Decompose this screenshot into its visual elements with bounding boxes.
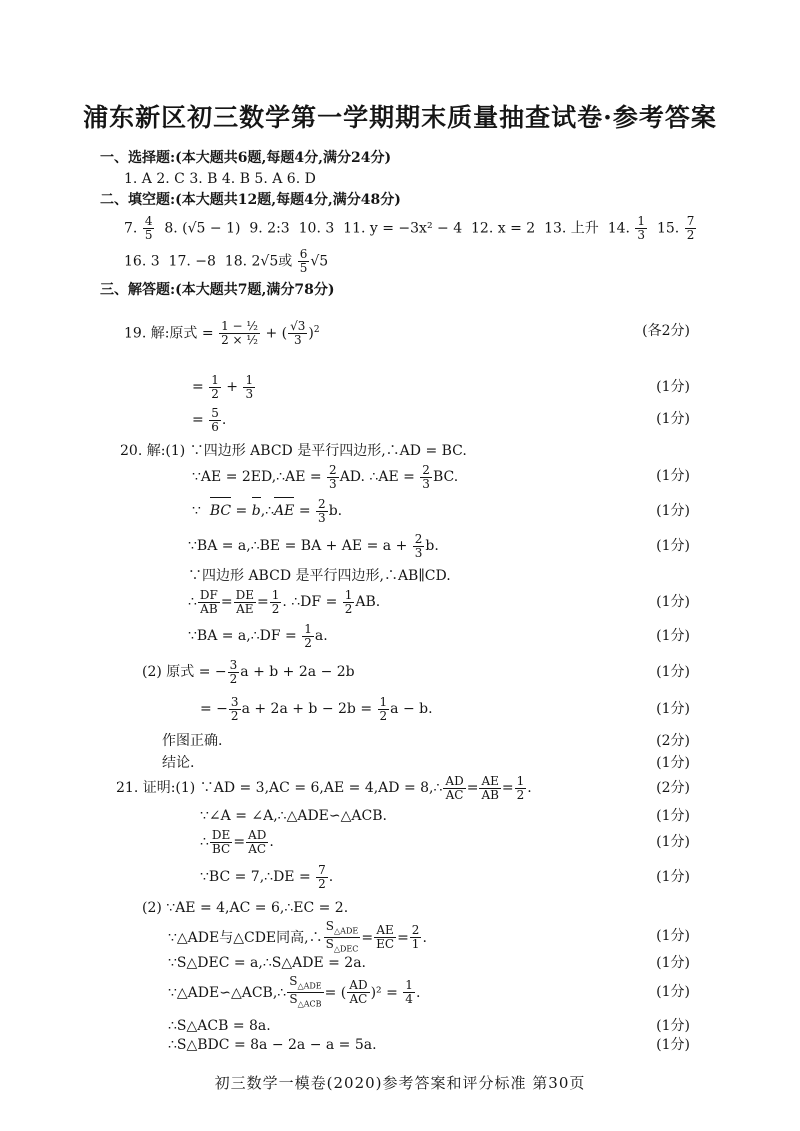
section-solution-heading: 三、解答题:(本大题共7题,满分78分)	[100, 282, 335, 298]
fraction: $\frac{1}{4}$	[405, 978, 413, 1007]
fraction: $\frac{AD}{AC}$	[248, 827, 267, 856]
q21-text: =	[233, 834, 246, 850]
q20-text: = −	[200, 701, 228, 717]
q19-line-2: = $\frac{1}{2}$ + $\frac{1}{3}$	[192, 372, 254, 401]
q21-text: .	[328, 869, 334, 885]
q20-text: =	[235, 503, 248, 519]
q19-score-2: (1分)	[656, 379, 690, 395]
q21-part2-line-5: ∴S△ACB = 8a.	[168, 1018, 271, 1034]
q20-drawing: 作图正确.	[162, 733, 223, 749]
q21-line-2: ∵∠A = ∠A,∴△ADE∽△ACB.	[200, 808, 387, 824]
q21-text: =	[397, 929, 409, 946]
q20-part2-line-1	[142, 657, 355, 687]
vector-ae: AE	[274, 496, 294, 526]
fraction: $\frac{DF}{AB}$	[199, 587, 218, 616]
q20-text: ∵四边形 ABCD 是平行四边形,∴AD = BC.	[189, 443, 467, 459]
fraction: $\frac{1}{2}$	[379, 694, 388, 723]
q21-part2-line-3: ∵S△DEC = a,∴S△ADE = 2a.	[168, 955, 367, 971]
fraction: $\frac{7}{2}$	[686, 214, 695, 242]
q21-text: =	[466, 780, 479, 796]
q21-text: ∵△ADE∽△ACB,∴	[168, 984, 287, 1001]
fraction: $\frac{2}{3}$	[414, 531, 423, 560]
fraction: $\frac{1}{2}$	[304, 621, 312, 650]
q19-score-1: (各2分)	[642, 323, 690, 339]
q20-text: (2) 原式 = −	[142, 664, 227, 680]
fraction: $\frac{AD}{AC}$	[349, 978, 368, 1007]
page-footer: 初三数学一模卷(2020)参考答案和评分标准 第30页	[214, 1074, 586, 1092]
q21-text: ∵△ADE与△CDE同高,∴	[168, 929, 323, 946]
q20-text: ∴	[188, 594, 197, 610]
fraction: $\frac{4}{5}$	[144, 214, 153, 242]
q21-score: (1分)	[656, 984, 690, 1000]
fraction: $\frac{1}{2}$	[211, 372, 219, 401]
fill-q11: 11. y = −3x² − 4	[343, 220, 463, 237]
fraction: $\frac{√3}{3}$	[290, 319, 306, 348]
q21-score: (2分)	[656, 780, 690, 796]
fraction: $\frac{2}{3}$	[318, 496, 326, 525]
q21-text: .	[422, 929, 427, 946]
q20-line-5: ∵四边形 ABCD 是平行四边形,∴AB∥CD.	[188, 568, 451, 584]
q21-text: =	[501, 780, 514, 796]
fraction: $\frac{S_{\triangle ADE}}{S_{\triangle ACB}}$	[289, 974, 322, 1009]
fraction: $\frac{\text{1 − ½}}{\text{2 × ½}}$	[221, 319, 259, 348]
q21-line-4	[200, 862, 333, 892]
q20-text: AD. ∴AE =	[339, 469, 415, 485]
fraction: $\frac{2}{1}$	[411, 923, 420, 952]
q21-part2-line-6: ∴S△BDC = 8a − 2a − a = 5a.	[168, 1037, 377, 1053]
fill-q14: 14.	[607, 220, 630, 237]
fraction: $\frac{2}{3}$	[329, 462, 337, 491]
q21-text: .	[527, 780, 532, 796]
fraction: $\frac{3}{2}$	[230, 694, 239, 723]
q19-score-3: (1分)	[656, 411, 690, 427]
section-fill-heading: 二、填空题:(本大题共12题,每题4分,满分48分)	[100, 192, 401, 208]
fill-answers-row-2	[124, 248, 328, 275]
fill-q12: 12. x = 2	[471, 220, 536, 237]
q21-label: 21. 证明:(1)	[116, 780, 196, 796]
q21-text: ∴	[200, 834, 209, 850]
q20-label: 20. 解:(1)	[120, 443, 186, 459]
fill-q13: 13. 上升	[544, 220, 599, 237]
q20-text: a + b + 2a − 2b	[240, 664, 355, 680]
q20-score: (1分)	[656, 503, 690, 519]
q21-text: .	[269, 834, 274, 850]
q21-text: = (	[324, 984, 347, 1001]
q19-label: 19. 解:原式 =	[124, 325, 214, 342]
fill-q17: 17. −8	[168, 253, 216, 270]
fraction: $\frac{DE}{BC}$	[211, 827, 231, 856]
q21-text: )² =	[370, 984, 398, 1001]
vector-bc: BC	[210, 496, 231, 526]
fill-q15: 15.	[656, 220, 680, 237]
q21-score: (1分)	[656, 1037, 690, 1053]
q20-text: b.	[425, 538, 439, 554]
choice-answers: 1. A 2. C 3. B 4. B 5. A 6. D	[124, 171, 316, 187]
q21-score: (1分)	[656, 955, 690, 971]
q19-line-1: 19. 解:原式 = $\frac{\text{1 − ½}}{\text{2 × ½}}$ + ( $\frac{√3}{3}$ )$^2$	[124, 319, 320, 348]
vector-b: b	[252, 496, 261, 526]
q20-part2-line-2	[200, 694, 433, 724]
fraction: $\frac{3}{2}$	[229, 657, 238, 686]
fill-q9: 9. 2:3	[249, 220, 290, 237]
q20-score: (1分)	[656, 628, 690, 644]
q20-score: (1分)	[656, 468, 690, 484]
q20-score: (1分)	[656, 755, 690, 771]
q20-text: ∵BA = a,∴DF =	[188, 628, 297, 644]
fraction: $\frac{1}{3}$	[245, 372, 254, 401]
q21-part2-line-1: (2) ∵AE = 4,AC = 6,∴EC = 2.	[142, 900, 349, 916]
q21-score: (1分)	[656, 1018, 690, 1034]
q20-conclusion: 结论.	[162, 755, 195, 771]
q21-line-3	[200, 827, 274, 857]
q20-line-6	[188, 587, 380, 617]
page-title: 浦东新区初三数学第一学期期末质量抽查试卷·参考答案	[83, 103, 717, 132]
q20-text: BC.	[432, 469, 459, 485]
q21-score: (1分)	[656, 808, 690, 824]
q21-text: =	[361, 929, 374, 946]
q20-score: (1分)	[656, 594, 690, 610]
fill-q18: 18. 2√5或	[224, 253, 293, 270]
fraction: $\frac{1}{2}$	[271, 587, 280, 616]
section-choice-heading: 一、选择题:(本大题共6题,每题4分,满分24分)	[100, 150, 392, 166]
fraction: $\frac{AE}{EC}$	[376, 923, 395, 952]
q20-score: (1分)	[656, 664, 690, 680]
fraction: $\frac{AE}{AB}$	[481, 773, 499, 802]
q20-text: ∵BA = a,∴BE = BA + AE = a +	[188, 538, 408, 554]
fill-q18-root: √5	[310, 253, 329, 270]
q20-line-2	[192, 462, 458, 492]
q20-text: =	[298, 503, 311, 519]
fill-answers-row-1	[124, 215, 697, 242]
fraction: $\frac{1}{2}$	[344, 587, 353, 616]
q20-text: =	[257, 594, 269, 610]
fill-q16: 16. 3	[124, 253, 160, 270]
q19-line-3: = $\frac{5}{6}$ .	[192, 405, 227, 434]
q21-text: .	[415, 984, 421, 1001]
fraction: $\frac{1}{2}$	[516, 773, 525, 802]
q20-line-1	[120, 441, 467, 461]
q20-text: a − b.	[390, 701, 433, 717]
q21-part2-line-2	[168, 920, 427, 956]
q21-text: ∵BC = 7,∴DE =	[200, 869, 311, 885]
fraction: $\frac{AD}{AC}$	[445, 773, 464, 802]
q21-part2-line-4	[168, 975, 420, 1011]
q20-score: (1分)	[656, 701, 690, 717]
q20-text: =	[220, 594, 233, 610]
fraction: $\frac{7}{2}$	[318, 862, 326, 891]
fraction: $\frac{1}{3}$	[637, 214, 646, 242]
q20-text: ∵	[192, 503, 201, 519]
q21-score: (1分)	[656, 928, 690, 944]
q20-text: a.	[314, 628, 328, 644]
q21-score: (1分)	[656, 869, 690, 885]
q20-line-4	[188, 531, 439, 561]
fraction: $\frac{DE}{AE}$	[235, 587, 254, 616]
fraction: $\frac{S_{\triangle ADE}}{S_{\triangle DEC}}$	[325, 919, 359, 954]
q20-line-7	[188, 621, 328, 651]
fill-q8: 8. (√5 − 1)	[164, 220, 241, 237]
q20-score: (2分)	[656, 733, 690, 749]
q20-text: ,∴	[260, 503, 275, 519]
q20-line-3	[192, 496, 342, 526]
q20-score: (1分)	[656, 538, 690, 554]
fill-q10: 10. 3	[298, 220, 335, 237]
fraction: $\frac{6}{5}$	[299, 247, 308, 275]
q20-text: AB.	[355, 594, 381, 610]
q20-text: . ∴DF =	[282, 594, 338, 610]
q20-text: ∵AE = 2ED,∴AE =	[192, 469, 322, 485]
q20-text: a + 2a + b − 2b =	[241, 701, 373, 717]
fraction: $\frac{2}{3}$	[422, 462, 430, 491]
fraction: $\frac{5}{6}$	[211, 405, 219, 434]
q20-text: b.	[328, 503, 343, 519]
q21-score: (1分)	[656, 834, 690, 850]
q21-line-1	[116, 773, 532, 803]
q21-text: ∵AD = 3,AC = 6,AE = 4,AD = 8,∴	[199, 780, 443, 796]
fill-q7: 7.	[124, 220, 138, 237]
